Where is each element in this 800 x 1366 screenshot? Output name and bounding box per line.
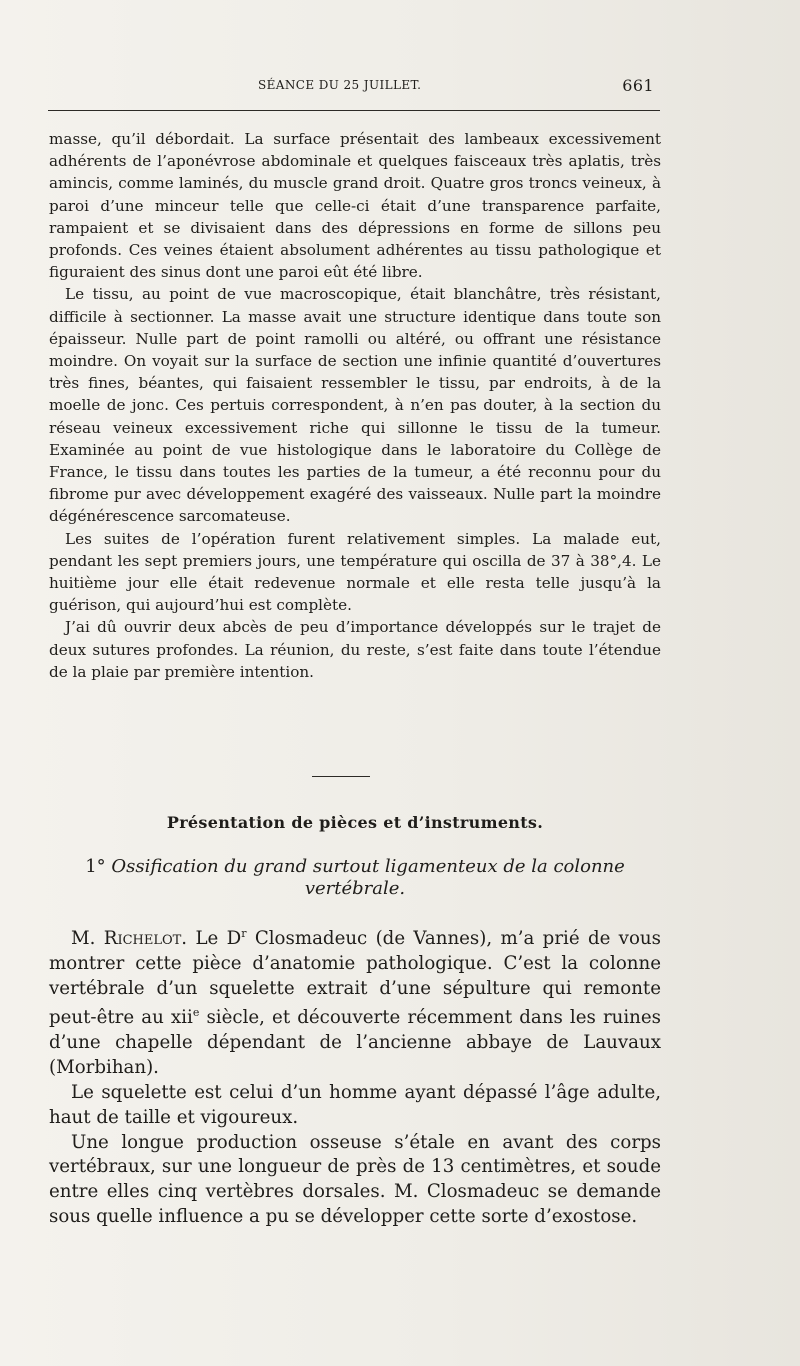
running-title: SÉANCE DU 25 JUILLET. [258,78,422,92]
paragraph-skeleton: Le squelette est celui d’un homme ayant dépassé l’âge adulte, haut de taille et vigoureux. [49,1081,661,1128]
page-header [48,76,658,98]
paragraph-exostosis: Une longue production osseuse s’étale en avant des corps vertébraux, sur une longueur de près de 13 centimètres, et soude entre elles cinq vertèbres dorsales. M. Closmadeuc se demande sous quelle influence a pu se développer cette sorte d’exostose. [49,1131,661,1227]
page-number: 661 [622,76,654,95]
header-rule [48,110,660,111]
paragraph-postoperative-course: Les suites de l’opération furent relativement simples. La malade eut, pendant les sept premiers jours, une température qui oscilla de 37 à 38°,4. Le huitième jour elle était redevenue normale et elle resta telle jusqu’à la guérison, qui aujourd’hui est complète. [49,529,661,615]
presentation-text [49,922,661,1230]
subsection-title-text: Ossification du grand surtout ligamenteux de la colonne vertébrale. [111,856,625,899]
subsection-title [49,856,661,900]
paragraph-richelot [49,922,661,1081]
speaker-name: M. Richelot. [71,928,188,950]
article-before-title: Le [195,928,219,950]
subsection-number: 1° [85,856,106,877]
section-heading: Présentation de pièces et d’instruments. [166,813,544,832]
paragraph-richelot-text-end: siècle, et découverte récemment dans les ruines d’une chapelle dépendant de l’ancienne abbaye de Lauvaux (Morbihan). [49,1007,661,1079]
case-report-text [49,128,661,683]
doctor-abbreviation: $D^r$ [226,927,247,950]
paragraph-continuation: masse, qu’il débordait. La surface présentait des lambeaux excessivement adhérents de l’aponévrose abdominale et quelques faisceaux très aplatis, très amincis, comme laminés, du muscle grand droit. Quatre gros troncs veineux, à paroi d’une minceur telle que celle-ci était d’une transparence parfaite, rampaient et se divisaient dans des dépressions en forme de sillons peu profonds. Ces veines étaient absolument adhérentes au tissu pathologique et figuraient des sinus dont une paroi eût été libre. [49,130,661,282]
paragraph-abscesses: J’ai dû ouvrir deux abcès de peu d’importance développés sur le trajet de deux sutures profondes. La réunion, du reste, s’est faite dans toute l’étendue de la plaie par première intention. [49,618,661,681]
section-separator [312,776,370,777]
paragraph-richelot-text: Closmadeuc (de Vannes), m’a prié de vous montrer cette pièce d’anatomie pathologique. C’est la colonne vertébrale d’un squelette extrait d’une sépulture qui remonte peut-être au xii [49,928,661,1029]
paragraph-tissue-description: Le tissu, au point de vue macroscopique, était blanchâtre, très résistant, difficile à sectionner. La masse avait une structure identique dans toute son épaisseur. Nulle part de point ramolli ou altéré, ou offrant une résistance moindre. On voyait sur la surface de section une infinie quantité d’ouvertures très fines, béantes, qui faisaient ressembler le tissu, par endroits, à de la moelle de jonc. Ces pertuis correspondent, à n’en pas douter, à la section du réseau veineux excessivement riche qui sillonne le tissu de la tumeur. Examinée au point de vue histologique dans le laboratoire du Collège de France, le tissu dans toutes les parties de la tumeur, a été reconnu pour du fibrome pur avec développement exagéré des vaisseaux. Nulle part la moindre dégénérescence sarcomateuse. [49,285,661,526]
century-superscript: e [192,1006,200,1020]
